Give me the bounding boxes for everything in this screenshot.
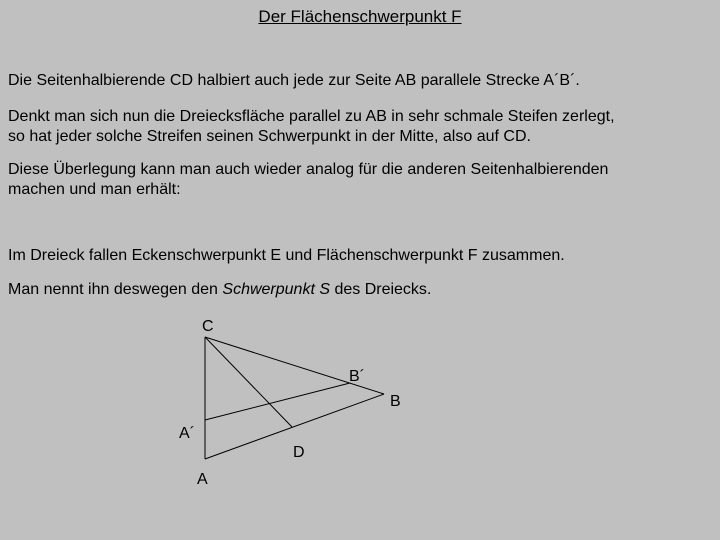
paragraph-median-halves-text: Die Seitenhalbierende CD halbiert auch jede zur Seite AB parallele Strecke A´B´. xyxy=(8,72,580,89)
triangle-lines xyxy=(205,337,384,459)
paragraph-analog-line-1: Diese Überlegung kann man auch wieder analog für die anderen Seitenhalbierenden xyxy=(8,161,609,178)
paragraph-conclusion-text: Im Dreieck fallen Eckenschwerpunkt E und Flächenschwerpunkt F zusammen. xyxy=(8,247,565,264)
side-cb xyxy=(205,337,384,394)
label-d: D xyxy=(293,444,305,461)
label-a-prime: A´ xyxy=(179,425,195,442)
label-b: B xyxy=(390,393,401,410)
label-b-prime: B´ xyxy=(349,368,365,385)
paragraph-naming-before: Man nennt ihn deswegen den xyxy=(8,281,223,298)
page-title-text: Der Flächenschwerpunkt F xyxy=(258,7,462,26)
paragraph-strips-line-2: so hat jeder solche Streifen seinen Schwerpunkt in der Mitte, also auf CD. xyxy=(8,128,531,145)
paragraph-analog-line-2: machen und man erhält: xyxy=(8,181,181,198)
paragraph-naming-after: des Dreiecks. xyxy=(330,281,432,298)
label-c: C xyxy=(202,318,214,335)
label-a: A xyxy=(197,471,208,488)
paragraph-naming-emphasis: Schwerpunkt S xyxy=(222,281,330,298)
paragraph-strips-line-1: Denkt man sich nun die Dreiecksfläche parallel zu AB in sehr schmale Steifen zerlegt, xyxy=(8,108,615,125)
